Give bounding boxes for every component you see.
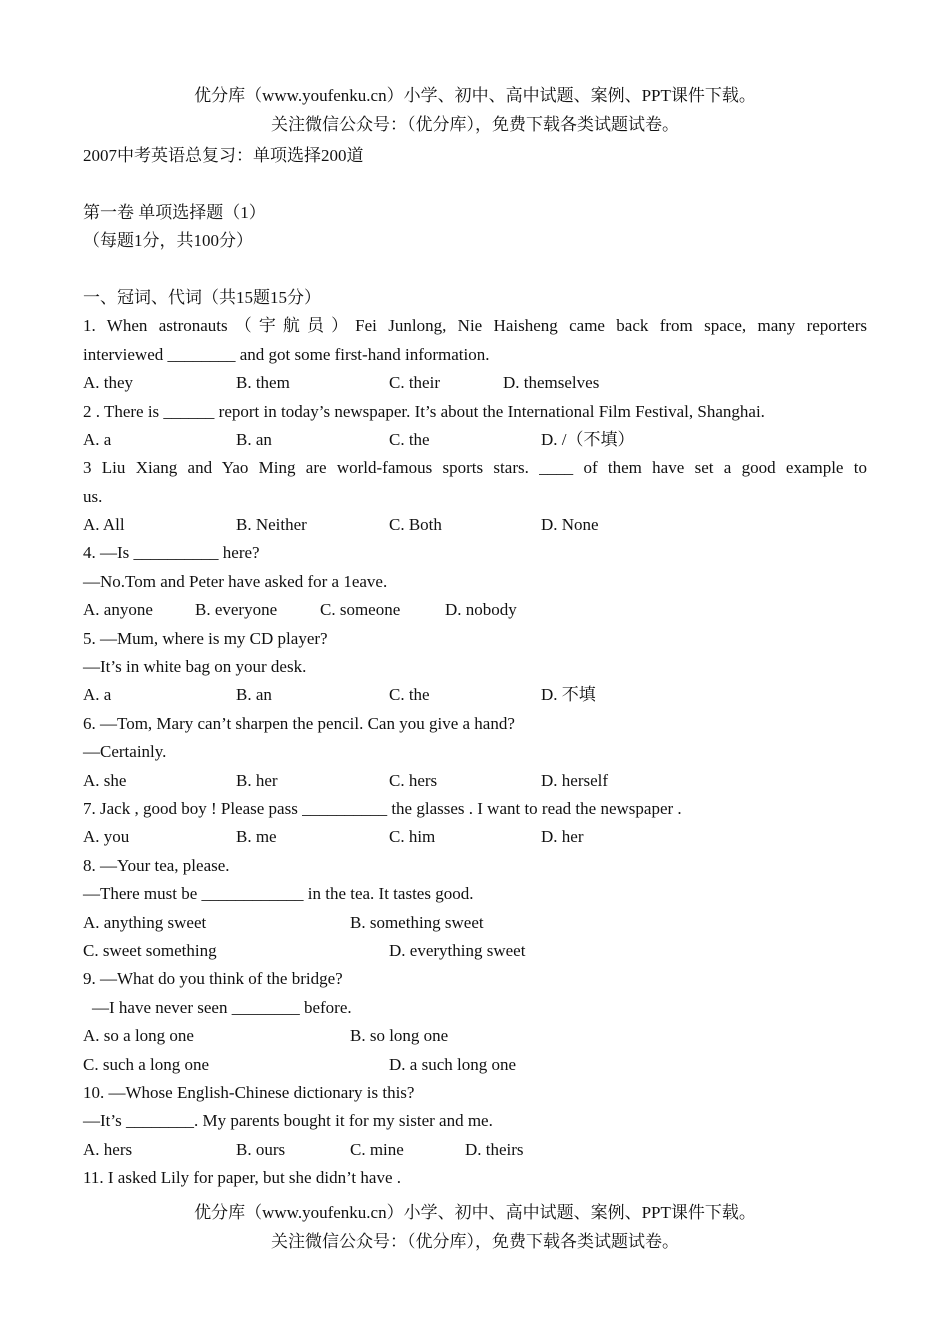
option-a: A. they bbox=[83, 373, 134, 393]
question-11-line-1: 11. I asked Lily for paper, but she didn’t have . bbox=[83, 1168, 401, 1188]
option-b: B. an bbox=[236, 685, 272, 705]
question-8-line-1: 8. —Your tea, please. bbox=[83, 855, 230, 875]
question-7-options bbox=[83, 823, 867, 851]
option-a: A. a bbox=[83, 429, 112, 449]
option-b: B. Neither bbox=[236, 515, 307, 535]
question-3-options bbox=[83, 511, 867, 539]
question-2-line-1: 2 . There is ______ report in today’s newspaper. It’s about the International Film Festival, Shanghai. bbox=[83, 401, 765, 421]
option-b: B. them bbox=[236, 373, 290, 393]
option-a: A. hers bbox=[83, 1139, 133, 1159]
question-3-line-2: us. bbox=[83, 486, 103, 506]
option-c: C. him bbox=[389, 827, 436, 847]
question-5-line-1: 5. —Mum, where is my CD player? bbox=[83, 628, 328, 648]
option-c: C. their bbox=[389, 373, 440, 393]
header-line-1: 优分库（www.youfenku.cn）小学、初中、高中试题、案例、PPT课件下载。 bbox=[194, 86, 756, 105]
option-b: B. ours bbox=[236, 1139, 286, 1159]
option-d: D. nobody bbox=[445, 600, 517, 620]
option-b: B. everyone bbox=[195, 600, 278, 620]
option-d: D. None bbox=[541, 515, 599, 535]
question-4-options bbox=[83, 596, 867, 624]
question-7-line-1: 7. Jack , good boy ! Please pass __________ the glasses . I want to read the newspaper . bbox=[83, 798, 682, 818]
question-3-line-1: 3 Liu Xiang and Yao Ming are world-famous sports stars. ____ of them have set a good example to bbox=[83, 458, 867, 478]
question-8-line-2: —There must be ____________ in the tea. It tastes good. bbox=[83, 884, 474, 904]
question-10-line-2: —It’s ________. My parents bought it for my sister and me. bbox=[83, 1111, 493, 1131]
footer-line-1: 优分库（www.youfenku.cn）小学、初中、高中试题、案例、PPT课件下载。 bbox=[194, 1203, 756, 1222]
option-c: C. Both bbox=[389, 515, 442, 535]
question-5-line-2: —It’s in white bag on your desk. bbox=[83, 657, 307, 677]
document-body bbox=[83, 142, 867, 1192]
question-5-options bbox=[83, 681, 867, 709]
option-b: B. an bbox=[236, 429, 272, 449]
option-c: C. hers bbox=[389, 770, 438, 790]
question-8-options-row-2 bbox=[83, 937, 867, 965]
question-9-options-row-2 bbox=[83, 1051, 867, 1079]
question-8-options-row-1 bbox=[83, 909, 867, 937]
header-line-2: 关注微信公众号：（优分库），免费下载各类试题试卷。 bbox=[271, 115, 679, 134]
option-c: C. mine bbox=[350, 1139, 404, 1159]
question-6-options bbox=[83, 767, 867, 795]
question-6-line-2: —Certainly. bbox=[83, 742, 167, 762]
section-title: 第一卷 单项选择题（1） bbox=[83, 202, 266, 222]
question-2-options bbox=[83, 426, 867, 454]
question-9-line-2: —I have never seen ________ before. bbox=[92, 997, 352, 1017]
option-d: D. a such long one bbox=[389, 1054, 517, 1074]
footer-line-2: 关注微信公众号：（优分库），免费下载各类试题试卷。 bbox=[271, 1232, 679, 1251]
option-a: A. so a long one bbox=[83, 1026, 194, 1046]
option-d: D. themselves bbox=[503, 373, 600, 393]
option-b: B. something sweet bbox=[350, 912, 484, 932]
option-d: D. herself bbox=[541, 770, 609, 790]
question-6-line-1: 6. —Tom, Mary can’t sharpen the pencil. Can you give a hand? bbox=[83, 713, 515, 733]
option-a: A. she bbox=[83, 770, 127, 790]
score-note: （每题1分，共100分） bbox=[83, 231, 253, 251]
question-1-line-1: 1. When astronauts（宇航员）Fei Junlong, Nie Haisheng came back from space, many reporters bbox=[83, 316, 867, 336]
option-a: A. a bbox=[83, 685, 112, 705]
question-4-line-1: 4. —Is __________ here? bbox=[83, 543, 260, 563]
question-10-line-1: 10. —Whose English-Chinese dictionary is this? bbox=[83, 1082, 415, 1102]
question-9-line-1: 9. —What do you think of the bridge? bbox=[83, 969, 343, 989]
option-c: C. sweet something bbox=[83, 940, 217, 960]
option-d: D. /（不填） bbox=[541, 429, 635, 449]
option-a: A. All bbox=[83, 515, 125, 535]
option-c: C. such a long one bbox=[83, 1054, 210, 1074]
option-c: C. the bbox=[389, 429, 430, 449]
question-4-line-2: —No.Tom and Peter have asked for a 1eave. bbox=[83, 571, 388, 591]
document-title: 2007中考英语总复习：单项选择200道 bbox=[83, 146, 364, 165]
question-10-options bbox=[83, 1136, 867, 1164]
part-title: 一、冠词、代词（共15题15分） bbox=[83, 287, 321, 307]
option-b: B. so long one bbox=[350, 1026, 449, 1046]
option-b: B. her bbox=[236, 770, 278, 790]
option-d: D. theirs bbox=[465, 1139, 524, 1159]
option-a: A. anything sweet bbox=[83, 912, 207, 932]
option-d: D. her bbox=[541, 827, 584, 847]
option-d: D. 不填 bbox=[541, 685, 596, 705]
option-c: C. someone bbox=[320, 600, 401, 620]
question-9-options-row-1 bbox=[83, 1022, 867, 1050]
option-d: D. everything sweet bbox=[389, 940, 526, 960]
question-1-line-2: interviewed ________ and got some first-hand information. bbox=[83, 344, 490, 364]
option-c: C. the bbox=[389, 685, 430, 705]
option-b: B. me bbox=[236, 827, 277, 847]
question-1-options bbox=[83, 369, 867, 397]
option-a: A. anyone bbox=[83, 600, 153, 620]
option-a: A. you bbox=[83, 827, 130, 847]
